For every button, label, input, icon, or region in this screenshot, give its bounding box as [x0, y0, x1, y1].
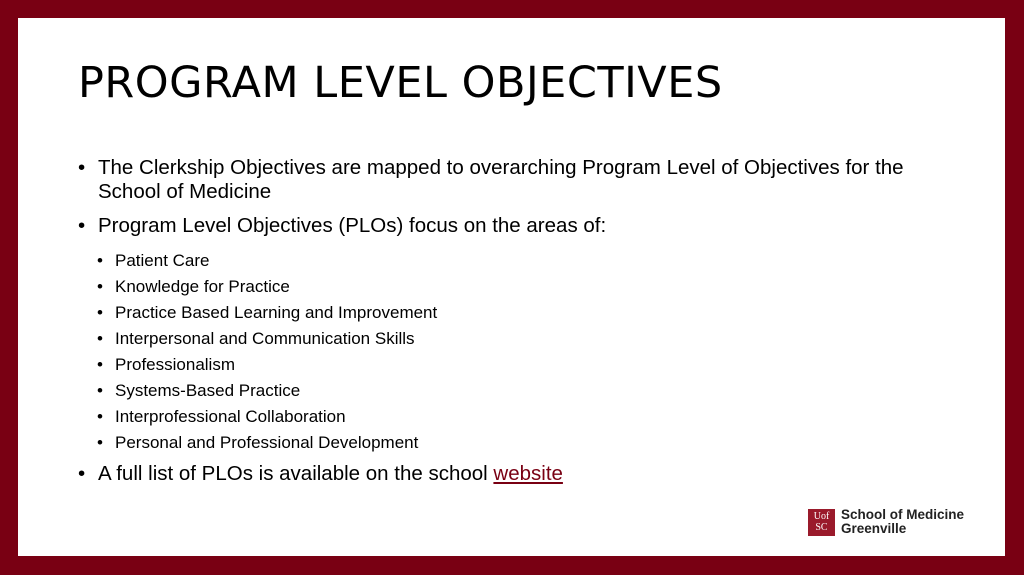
bullet-text: A full list of PLOs is available on the school: [98, 462, 494, 485]
sub-bullet-glyph: •: [97, 329, 103, 348]
bullet-item: [78, 214, 958, 238]
bullet-text: Program Level Objectives (PLOs) focus on the areas of:: [98, 214, 607, 237]
sub-bullet-glyph: •: [97, 433, 103, 452]
sub-bullet-item: [78, 248, 958, 274]
usc-seal-icon: Uof SC: [808, 509, 835, 536]
sub-bullet-item: [78, 404, 958, 430]
sub-bullet-glyph: •: [97, 303, 103, 322]
sub-bullet-glyph: •: [97, 381, 103, 400]
sub-bullet-glyph: •: [97, 277, 103, 296]
bullet-glyph: •: [78, 462, 86, 485]
bullet-item: [78, 462, 958, 486]
sub-bullet-text: Systems-Based Practice: [115, 381, 301, 400]
bullet-item: [78, 156, 958, 204]
bullet-text: The Clerkship Objectives are mapped to overarching Program Level of Objectives for the School of Medicine: [98, 156, 904, 203]
sub-bullet-glyph: •: [97, 355, 103, 374]
sub-bullet-text: Professionalism: [115, 355, 235, 374]
sub-bullet-glyph: •: [97, 407, 103, 426]
sub-bullet-item: [78, 326, 958, 352]
slide: [18, 18, 1005, 556]
logo-line2: Greenville: [841, 521, 907, 536]
sub-bullet-item: [78, 430, 958, 456]
bullet-glyph: •: [78, 156, 86, 179]
sub-bullet-text: Patient Care: [115, 251, 210, 270]
sub-bullet-text: Practice Based Learning and Improvement: [115, 303, 438, 322]
sub-bullet-item: [78, 352, 958, 378]
logo-text: [841, 508, 964, 536]
sub-bullet-text: Interprofessional Collaboration: [115, 407, 346, 426]
sub-bullet-text: Personal and Professional Development: [115, 433, 419, 452]
sub-bullet-item: [78, 274, 958, 300]
sub-bullet-text: Interpersonal and Communication Skills: [115, 329, 415, 348]
bullet-list: [78, 156, 958, 496]
sub-bullet-glyph: •: [97, 251, 103, 270]
sub-bullet-item: [78, 300, 958, 326]
school-logo: [808, 508, 964, 536]
slide-title: PROGRAM LEVEL OBJECTIVES: [78, 58, 723, 108]
bullet-glyph: •: [78, 214, 86, 237]
sub-bullet-list: [78, 248, 958, 456]
website-link[interactable]: website: [493, 462, 563, 485]
sub-bullet-item: [78, 378, 958, 404]
logo-line1: School of Medicine: [841, 507, 965, 522]
sub-bullet-text: Knowledge for Practice: [115, 277, 290, 296]
